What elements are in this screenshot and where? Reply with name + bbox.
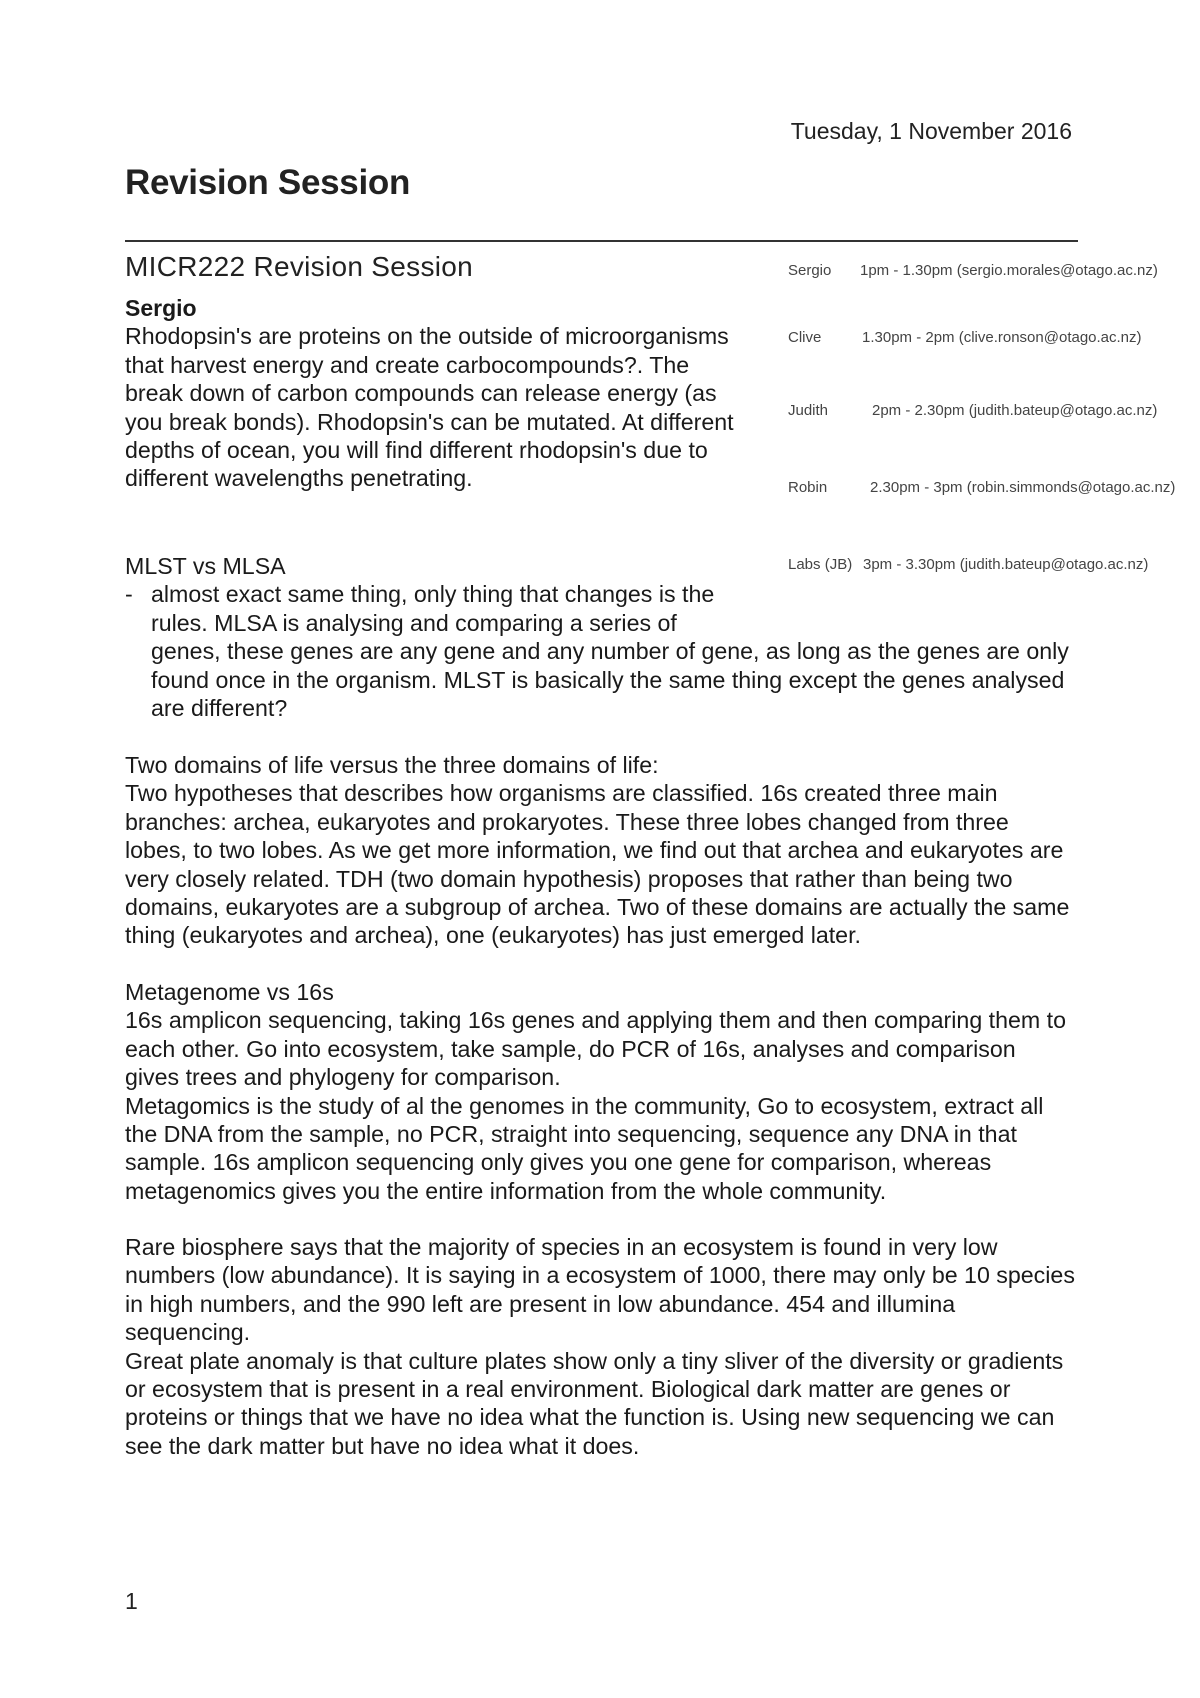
schedule-time: 2pm - 2.30pm (judith.bateup@otago.ac.nz) (872, 402, 1158, 419)
page-number: 1 (125, 1588, 138, 1614)
schedule-time: 2.30pm - 3pm (robin.simmonds@otago.ac.nz) (870, 479, 1176, 496)
bullet-marker: - (125, 581, 133, 608)
schedule-name: Labs (JB) (788, 556, 853, 573)
schedule-name: Clive (788, 329, 822, 346)
schedule-name: Sergio (788, 262, 832, 279)
metagenome-section (125, 978, 1075, 1205)
rhodopsin-paragraph: Rhodopsin's are proteins on the outside of microorganisms that harvest energy and create carbocompounds?. The break down of carbon compounds can release energy (as you break bonds). Rhodopsin's can be mutated. At different depths of ocean, you will find different rhodopsin's due to different wavelengths penetrating. (125, 323, 734, 492)
document-date: Tuesday, 1 November 2016 (790, 118, 1072, 144)
schedule-time: 1.30pm - 2pm (clive.ronson@otago.ac.nz) (862, 329, 1142, 346)
metagenome-paragraph: 16s amplicon sequencing, taking 16s genes and applying them and then comparing them to each other. Go into ecosystem, take sample, do PCR of 16s, analyses and comparison gives trees and phylogeny for comparison. (125, 1007, 1066, 1091)
title-divider (125, 240, 1078, 242)
mlst-bullet-text: almost exact same thing, only thing that changes is the rules. MLSA is analysing and comparing a series of (151, 581, 715, 636)
metagenomics-paragraph: Metagomics is the study of al the genomes in the community, Go to ecosystem, extract all the DNA from the sample, no PCR, straight into sequencing, sequence any DNA in that sample. 16s amplicon sequencing only gives you one gene for comparison, whereas metagenomics gives you the entire information from the whole community. (125, 1092, 1044, 1204)
metagenome-heading: Metagenome vs 16s (125, 979, 334, 1005)
domains-section (125, 751, 1075, 950)
domains-heading: Two domains of life versus the three domains of life: (125, 752, 659, 778)
mlst-bullet-continuation: genes, these genes are any gene and any number of gene, as long as the genes are only found once in the organism. MLST is basically the same thing except the genes analysed are different? (151, 638, 1069, 722)
schedule-time: 1pm - 1.30pm (sergio.morales@otago.ac.nz) (860, 262, 1158, 279)
rare-biosphere-paragraph: Rare biosphere says that the majority of species in an ecosystem is found in very low numbers (low abundance). It is saying in a ecosystem of 1000, there may only be 10 species in high numbers, and the 990 left are present in low abundance. 454 and illumina sequencing. (125, 1234, 1075, 1346)
speaker-name: Sergio (125, 295, 197, 321)
schedule-time: 3pm - 3.30pm (judith.bateup@otago.ac.nz) (863, 556, 1149, 573)
biosphere-section (125, 1233, 1075, 1460)
list-item (125, 580, 1086, 722)
mlst-heading: MLST vs MLSA (125, 553, 286, 579)
plate-anomaly-paragraph: Great plate anomaly is that culture plates show only a tiny sliver of the diversity or gradients or ecosystem that is present in a real environment. Biological dark matter are genes or proteins or things that we have no idea what the function is. Using new sequencing we can see the dark matter but have no idea what it does. (125, 1347, 1064, 1459)
sergio-notes (125, 294, 745, 493)
page-title: Revision Session (125, 163, 411, 202)
domains-paragraph: Two hypotheses that describes how organisms are classified. 16s created three main branches: archea, eukaryotes and prokaryotes. These three lobes changed from three lobes, to two lobes. As we get more information, we find out that archea and eukaryotes are very closely related. TDH (two domain hypothesis) proposes that rather than being two domains, eukaryotes are a subgroup of archea. Two of these domains are actually the same thing (eukaryotes and archea), one (eukaryotes) has just emerged later. (125, 780, 1070, 949)
schedule-name: Robin (788, 479, 828, 496)
schedule-name: Judith (788, 402, 829, 419)
mlst-section (125, 552, 1086, 722)
section-title: MICR222 Revision Session (125, 251, 474, 282)
schedule-image (788, 258, 1200, 578)
